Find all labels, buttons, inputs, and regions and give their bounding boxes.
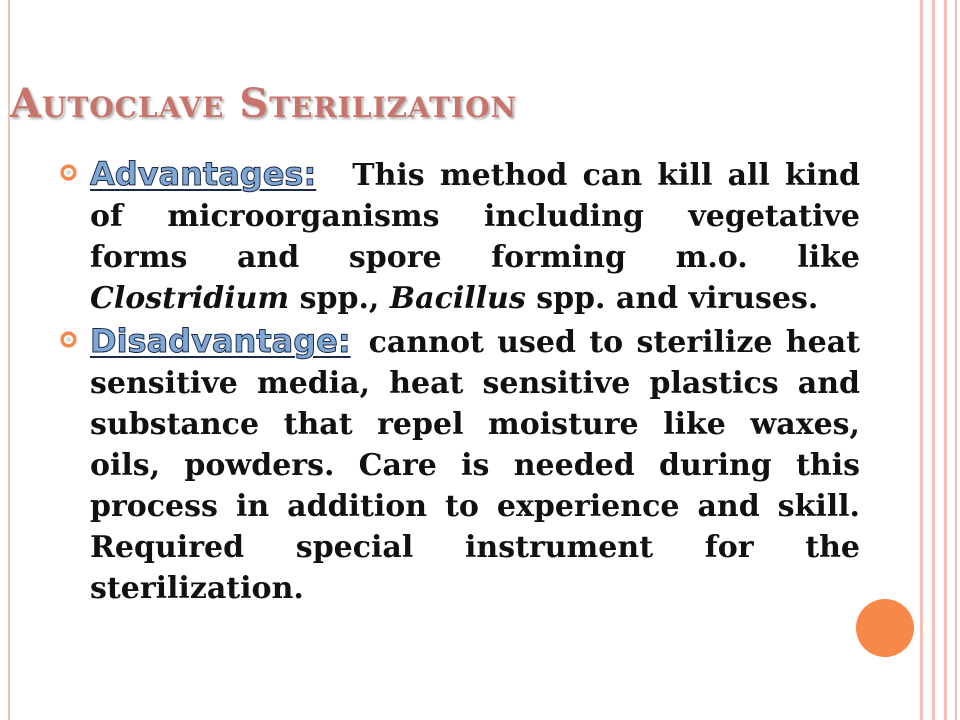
right-border-line-2: [932, 0, 935, 720]
disadvantage-text: cannot used to sterilize heat sensitive media, heat sensitive plastics and substance that repel moisture like waxes, oils, powders. Care is needed during this process in addition to experience and skill. Required special instrument for the sterilization.: [90, 325, 860, 606]
circle-bullet-icon: [60, 164, 77, 181]
orange-circle-decoration: [856, 599, 914, 657]
bacillus-name: Bacillus: [389, 281, 526, 316]
circle-bullet-icon: [60, 331, 77, 348]
disadvantage-term: Disadvantage:: [90, 322, 351, 360]
right-border-line-1: [920, 0, 923, 720]
advantages-text-2: spp.,: [289, 281, 390, 316]
right-border-line-4: [955, 0, 957, 720]
advantages-text-3: spp. and viruses.: [525, 281, 819, 316]
clostridium-name: Clostridium: [90, 281, 290, 316]
bullet-list: [60, 154, 860, 611]
slide-title: Autoclave Sterilization: [10, 80, 518, 127]
bullet-advantages: [60, 154, 860, 319]
right-border-line-3: [944, 0, 947, 720]
advantages-text-1: This method can kill all kind of microorganisms including vegetative forms and spore forming m.o. like: [90, 158, 860, 275]
bullet-disadvantage: [60, 321, 860, 609]
advantages-term: Advantages:: [90, 155, 317, 193]
